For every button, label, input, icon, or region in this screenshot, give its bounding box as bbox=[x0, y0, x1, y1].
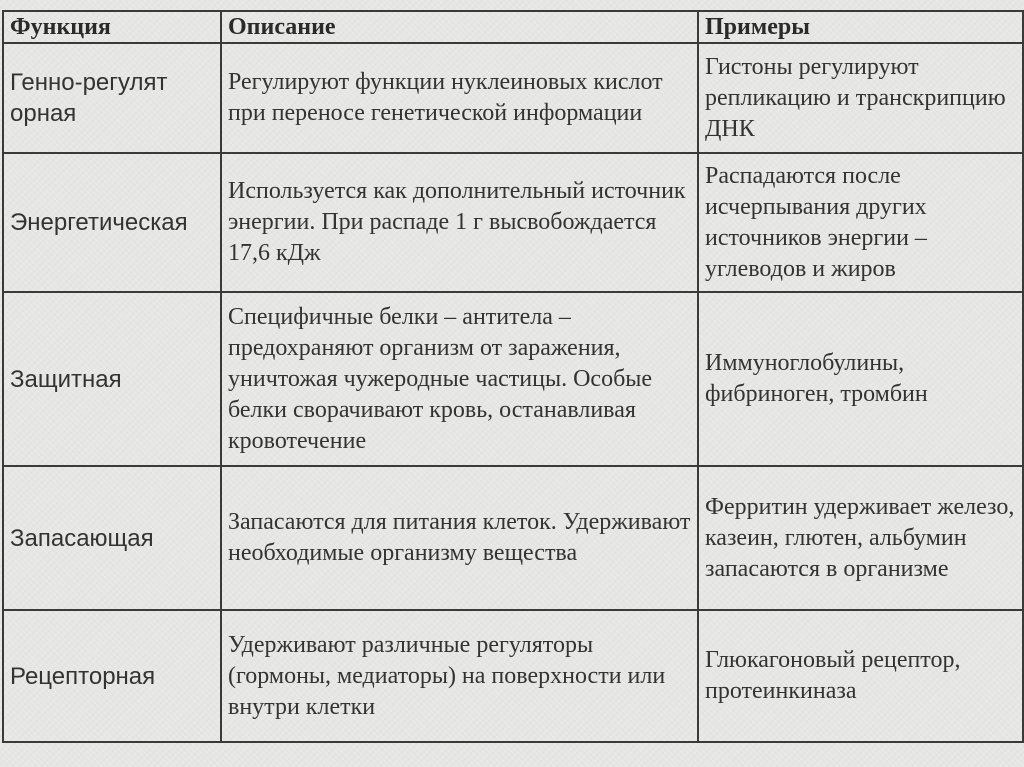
function-cell: Энергетическая bbox=[3, 153, 221, 292]
function-cell bbox=[3, 43, 221, 153]
table-row bbox=[3, 153, 1023, 292]
examples-cell: Ферритин удерживает железо, казеин, глютен, альбумин запасаются в организме bbox=[698, 466, 1023, 610]
table-row bbox=[3, 292, 1023, 466]
table-header bbox=[3, 11, 1023, 43]
examples-cell: Гистоны регулируют репликацию и транскрипцию ДНК bbox=[698, 43, 1023, 153]
table-body bbox=[3, 43, 1023, 742]
description-cell: Используется как дополнительный источник энергии. При распаде 1 г высвобождается 17,6 кДж bbox=[221, 153, 698, 292]
description-cell: Специфичные белки – антитела – предохраняют организм от заражения, уничтожая чужеродные частицы. Особые белки сворачивают кровь, останавливая кровотечение bbox=[221, 292, 698, 466]
protein-functions-table bbox=[2, 10, 1024, 743]
examples-cell: Глюкагоновый рецептор, протеинкиназа bbox=[698, 610, 1023, 742]
table-row bbox=[3, 43, 1023, 153]
description-cell: Регулируют функции нуклеиновых кислот при переносе генетической информации bbox=[221, 43, 698, 153]
function-cell: Запасающая bbox=[3, 466, 221, 610]
examples-cell: Иммуноглобулины, фибриноген, тромбин bbox=[698, 292, 1023, 466]
description-cell: Запасаются для питания клеток. Удерживают необходимые организму вещества bbox=[221, 466, 698, 610]
description-cell: Удерживают различные регуляторы (гормоны, медиаторы) на поверхности или внутри клетки bbox=[221, 610, 698, 742]
function-cell: Защитная bbox=[3, 292, 221, 466]
header-row bbox=[3, 11, 1023, 43]
function-name: Генно-регуляторная bbox=[10, 69, 168, 127]
table-row bbox=[3, 610, 1023, 742]
header-description: Описание bbox=[221, 11, 698, 43]
header-examples: Примеры bbox=[698, 11, 1023, 43]
header-function: Функция bbox=[3, 11, 221, 43]
table-row bbox=[3, 466, 1023, 610]
examples-cell: Распадаются после исчерпывания других источников энергии – углеводов и жиров bbox=[698, 153, 1023, 292]
function-cell: Рецепторная bbox=[3, 610, 221, 742]
